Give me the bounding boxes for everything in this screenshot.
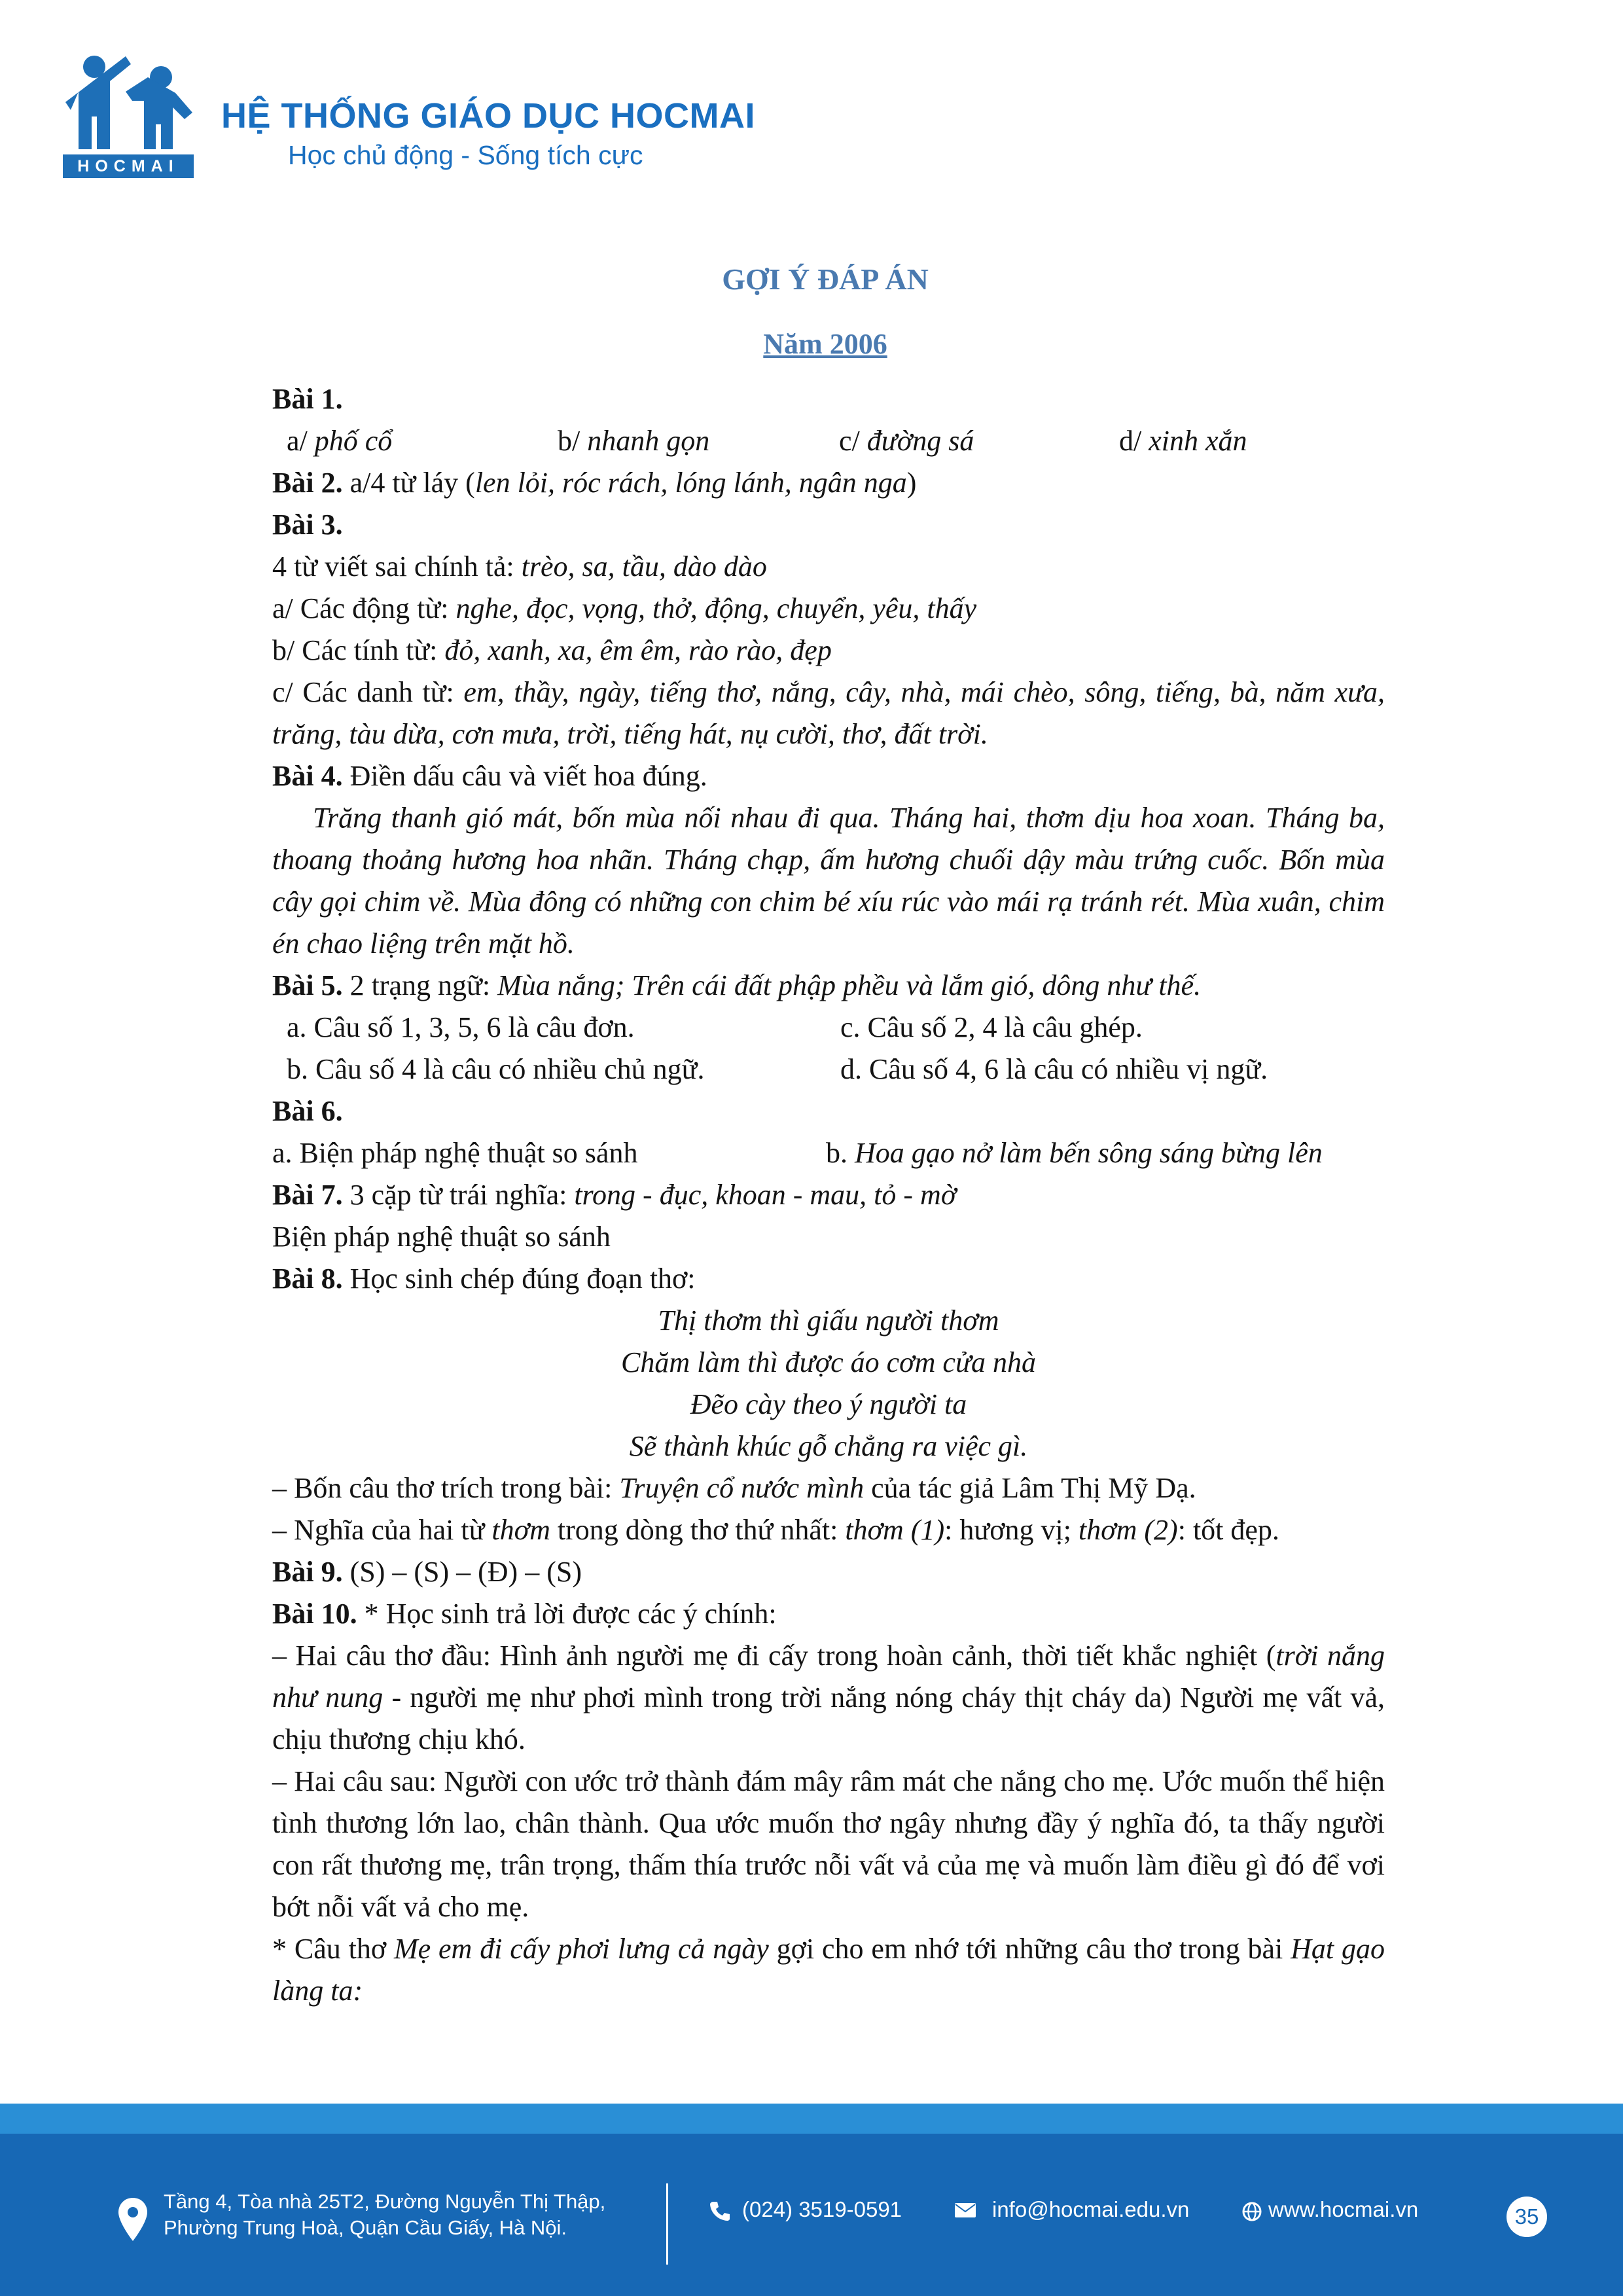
brand-slogan: Học chủ động - Sống tích cực xyxy=(288,140,643,170)
answer-content xyxy=(272,378,1385,2012)
bai-4-paragraph: Trăng thanh gió mát, bốn mùa nối nhau đi qua. Tháng hai, thơm dịu hoa xoan. Tháng ba, thoang thoảng hương hoa nhãn. Tháng chạp, ấm hương chuối dậy màu trứng cuốc. Bốn mùa cây gọi chim về. Mùa đông có những con chim bé xíu rúc vào mái rạ tránh rét. Mùa xuân, chim én chao liệng trên mặt hồ. xyxy=(272,802,1385,960)
bai-3-verbs: a/ Các động từ: nghe, đọc, vọng, thở, động, chuyển, yêu, thấy xyxy=(272,592,977,624)
bai-7-line-2: Biện pháp nghệ thuật so sánh xyxy=(272,1221,611,1253)
bai-8-heading: Bài 8. Học sinh chép đúng đoạn thơ: xyxy=(272,1263,696,1295)
phone-icon xyxy=(708,2199,732,2223)
footer-email[interactable]: info@hocmai.edu.vn xyxy=(992,2197,1190,2221)
globe-icon xyxy=(1242,2202,1262,2221)
bai-4-heading: Bài 4. Điền dấu câu và viết hoa đúng. xyxy=(272,760,707,792)
footer-phone[interactable]: (024) 3519-0591 xyxy=(742,2197,902,2221)
footer-website[interactable]: www.hocmai.vn xyxy=(1268,2197,1419,2221)
bai-3-spelling: 4 từ viết sai chính tả: trèo, sa, tầu, dào dào xyxy=(272,550,767,583)
bai-5-heading: Bài 5. 2 trạng ngữ: Mùa nắng; Trên cái đất phập phều và lắm gió, dông như thế. xyxy=(272,969,1202,1001)
poem-line-1: Thị thơm thì giấu người thơm xyxy=(658,1304,999,1336)
bai-3-heading: Bài 3. xyxy=(272,509,343,541)
poem-line-4: Sẽ thành khúc gỗ chẳng ra việc gì. xyxy=(629,1430,1028,1462)
footer-accent-band xyxy=(0,2104,1623,2134)
page-number: 35 xyxy=(1507,2197,1547,2237)
bai-10-point-1: – Hai câu thơ đầu: Hình ảnh người mẹ đi cấy trong hoàn cảnh, thời tiết khắc nghiệt (trời nắng như nung - người mẹ như phơi mình trong trời nắng nóng cháy thịt cháy da) Người mẹ vất vả, chịu thương chịu khó. xyxy=(272,1640,1385,1755)
poem-line-2: Chăm làm thì được áo cơm cửa nhà xyxy=(621,1346,1036,1378)
bai-5-row-2: b. Câu số 4 là câu có nhiều chủ ngữ. d. Câu số 4, 6 là câu có nhiều vị ngữ. xyxy=(287,1053,1268,1085)
poem-line-3: Đẽo cày theo ý người ta xyxy=(690,1388,967,1420)
page-footer xyxy=(0,2134,1623,2296)
bai-6-answers: a. Biện pháp nghệ thuật so sánh b. Hoa gạo nở làm bến sông sáng bừng lên xyxy=(272,1137,1323,1169)
location-pin-icon xyxy=(116,2197,149,2242)
bai-3-nouns: c/ Các danh từ: em, thầy, ngày, tiếng thơ, nắng, cây, nhà, mái chèo, sông, tiếng, bà, năm xưa, trăng, tàu dừa, cơn mưa, trời, tiếng hát, nụ cười, thơ, đất trời. xyxy=(272,676,1385,750)
bai-8-note-2: – Nghĩa của hai từ thơm trong dòng thơ thứ nhất: thơm (1): hương vị; thơm (2): tốt đẹp. xyxy=(272,1514,1279,1546)
bai-10-point-2: – Hai câu sau: Người con ước trở thành đám mây râm mát che nắng cho mẹ. Ước muốn thể hiện tình thương lớn lao, chân thành. Qua ước muốn thơ ngây nhưng đầy ý nghĩa đó, ta thấy người con rất thương mẹ, trân trọng, thấm thía trước nỗi vất vả của mẹ và muốn làm điều gì đó để vơi bớt nỗi vất vả cho mẹ. xyxy=(272,1765,1385,1923)
hocmai-logo xyxy=(63,51,196,179)
bai-5-row-1: a. Câu số 1, 3, 5, 6 là câu đơn. c. Câu số 2, 4 là câu ghép. xyxy=(287,1011,1143,1043)
bai-1-answers: a/ phố cổ b/ nhanh gọn c/ đường sá d/ xinh xắn xyxy=(287,425,1247,457)
bai-1-heading: Bài 1. xyxy=(272,383,343,415)
brand-title: HỆ THỐNG GIÁO DỤC HOCMAI xyxy=(221,96,755,135)
bai-3-adjectives: b/ Các tính từ: đỏ, xanh, xa, êm êm, rào rào, đẹp xyxy=(272,634,832,666)
bai-10-heading: Bài 10. * Học sinh trả lời được các ý chính: xyxy=(272,1598,777,1630)
email-icon xyxy=(954,2202,976,2219)
page-title: GỢI Ý ĐÁP ÁN xyxy=(722,262,929,296)
section-year: Năm 2006 xyxy=(763,328,887,360)
bai-10-point-3: * Câu thơ Mẹ em đi cấy phơi lưng cả ngày gợi cho em nhớ tới những câu thơ trong bài Hạt gạo làng ta: xyxy=(272,1933,1385,2007)
bai-6-heading: Bài 6. xyxy=(272,1095,343,1127)
bai-9: Bài 9. (S) – (S) – (Đ) – (S) xyxy=(272,1556,582,1588)
footer-divider xyxy=(666,2183,668,2265)
footer-address: Tầng 4, Tòa nhà 25T2, Đường Nguyễn Thị Thập, Phường Trung Hoà, Quận Cầu Giấy, Hà Nội. xyxy=(164,2190,606,2239)
bai-8-note-1: – Bốn câu thơ trích trong bài: Truyện cổ nước mình của tác giả Lâm Thị Mỹ Dạ. xyxy=(272,1472,1196,1504)
people-logo-icon xyxy=(63,51,196,156)
bai-2: Bài 2. a/4 từ láy (len lỏi, róc rách, lóng lánh, ngân nga) xyxy=(272,467,917,499)
bai-7-heading: Bài 7. 3 cặp từ trái nghĩa: trong - đục, khoan - mau, tỏ - mờ xyxy=(272,1179,957,1211)
logo-wordmark: HOCMAI xyxy=(63,154,194,178)
